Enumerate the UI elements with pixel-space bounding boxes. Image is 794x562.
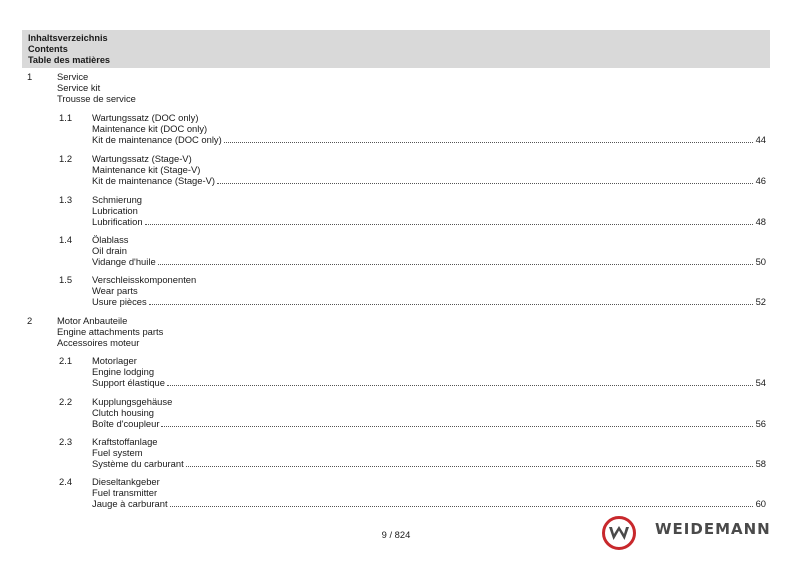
page-number: 48 <box>755 215 766 227</box>
dot-leader <box>149 304 753 305</box>
header-title-fr: Table des matières <box>28 55 111 65</box>
dot-leader <box>224 142 753 143</box>
section-title-en: Clutch housing <box>92 407 155 418</box>
section-title-de: Wartungssatz (DOC only) <box>92 112 199 123</box>
section-number: 1.5 <box>59 274 73 285</box>
section-title-de: Motorlager <box>92 355 137 366</box>
section-title-en: Wear parts <box>92 285 138 296</box>
section-title-fr: Vidange d'huile <box>92 255 156 267</box>
dot-leader <box>158 264 753 265</box>
section-title-en: Engine lodging <box>92 366 155 377</box>
section-leader-row[interactable] <box>92 377 766 388</box>
page-number: 54 <box>755 376 766 388</box>
section-number: 2.1 <box>59 355 73 366</box>
header-title-en: Contents <box>28 44 68 54</box>
section-leader-row[interactable] <box>92 175 766 186</box>
section-title-en: Maintenance kit (DOC only) <box>92 123 208 134</box>
section-title-de: Kraftstoffanlage <box>92 436 158 447</box>
chapter-title-de: Service <box>57 71 89 82</box>
section-number: 1.2 <box>59 153 73 164</box>
page-number: 46 <box>755 174 766 186</box>
page-number: 44 <box>755 133 766 145</box>
section-title-fr: Kit de maintenance (Stage-V) <box>92 174 215 186</box>
toc-header <box>22 30 770 68</box>
dot-leader <box>170 506 753 507</box>
weidemann-logo-icon <box>602 516 636 553</box>
page-number: 58 <box>755 457 766 469</box>
section-title-fr: Boîte d'coupleur <box>92 417 160 429</box>
section-leader-row[interactable] <box>92 498 766 509</box>
header-title-de: Inhaltsverzeichnis <box>28 33 108 43</box>
chapter-title-en: Service kit <box>57 82 101 93</box>
section-title-en: Fuel transmitter <box>92 487 158 498</box>
chapter-number: 1 <box>27 71 33 82</box>
section-number: 2.2 <box>59 396 73 407</box>
section-title-fr: Support élastique <box>92 376 165 388</box>
page-number: 56 <box>755 417 766 429</box>
section-title-en: Oil drain <box>92 245 127 256</box>
section-title-fr: Système du carburant <box>92 457 184 469</box>
section-number: 1.4 <box>59 234 73 245</box>
section-title-de: Kupplungsgehäuse <box>92 396 173 407</box>
brand-name: WEIDEMANN <box>655 520 771 538</box>
section-title-fr: Kit de maintenance (DOC only) <box>92 133 222 145</box>
section-number: 2.4 <box>59 476 73 487</box>
page-number: 60 <box>755 497 766 509</box>
section-leader-row[interactable] <box>92 134 766 145</box>
section-leader-row[interactable] <box>92 256 766 267</box>
section-title-fr: Lubrification <box>92 215 143 227</box>
chapter-title-en: Engine attachments parts <box>57 326 164 337</box>
section-number: 1.3 <box>59 194 73 205</box>
dot-leader <box>186 466 753 467</box>
section-title-de: Ölablass <box>92 234 129 245</box>
section-title-de: Verschleisskomponenten <box>92 274 197 285</box>
section-title-en: Lubrication <box>92 205 138 216</box>
section-number: 1.1 <box>59 112 73 123</box>
chapter-title-fr: Accessoires moteur <box>57 337 140 348</box>
section-title-de: Schmierung <box>92 194 143 205</box>
section-title-fr: Usure pièces <box>92 295 147 307</box>
page-number: 52 <box>755 295 766 307</box>
chapter-number: 2 <box>27 315 33 326</box>
section-title-de: Dieseltankgeber <box>92 476 160 487</box>
section-leader-row[interactable] <box>92 296 766 307</box>
section-leader-row[interactable] <box>92 418 766 429</box>
section-leader-row[interactable] <box>92 458 766 469</box>
dot-leader <box>161 426 752 427</box>
section-title-de: Wartungssatz (Stage-V) <box>92 153 192 164</box>
chapter-title-de: Motor Anbauteile <box>57 315 128 326</box>
chapter-title-fr: Trousse de service <box>57 93 136 104</box>
page-number: 50 <box>755 255 766 267</box>
section-title-en: Maintenance kit (Stage-V) <box>92 164 201 175</box>
page-indicator: 9 / 824 <box>381 529 411 540</box>
dot-leader <box>167 385 753 386</box>
section-leader-row[interactable] <box>92 216 766 227</box>
section-title-fr: Jauge à carburant <box>92 497 168 509</box>
section-number: 2.3 <box>59 436 73 447</box>
dot-leader <box>145 224 753 225</box>
dot-leader <box>217 183 753 184</box>
section-title-en: Fuel system <box>92 447 143 458</box>
